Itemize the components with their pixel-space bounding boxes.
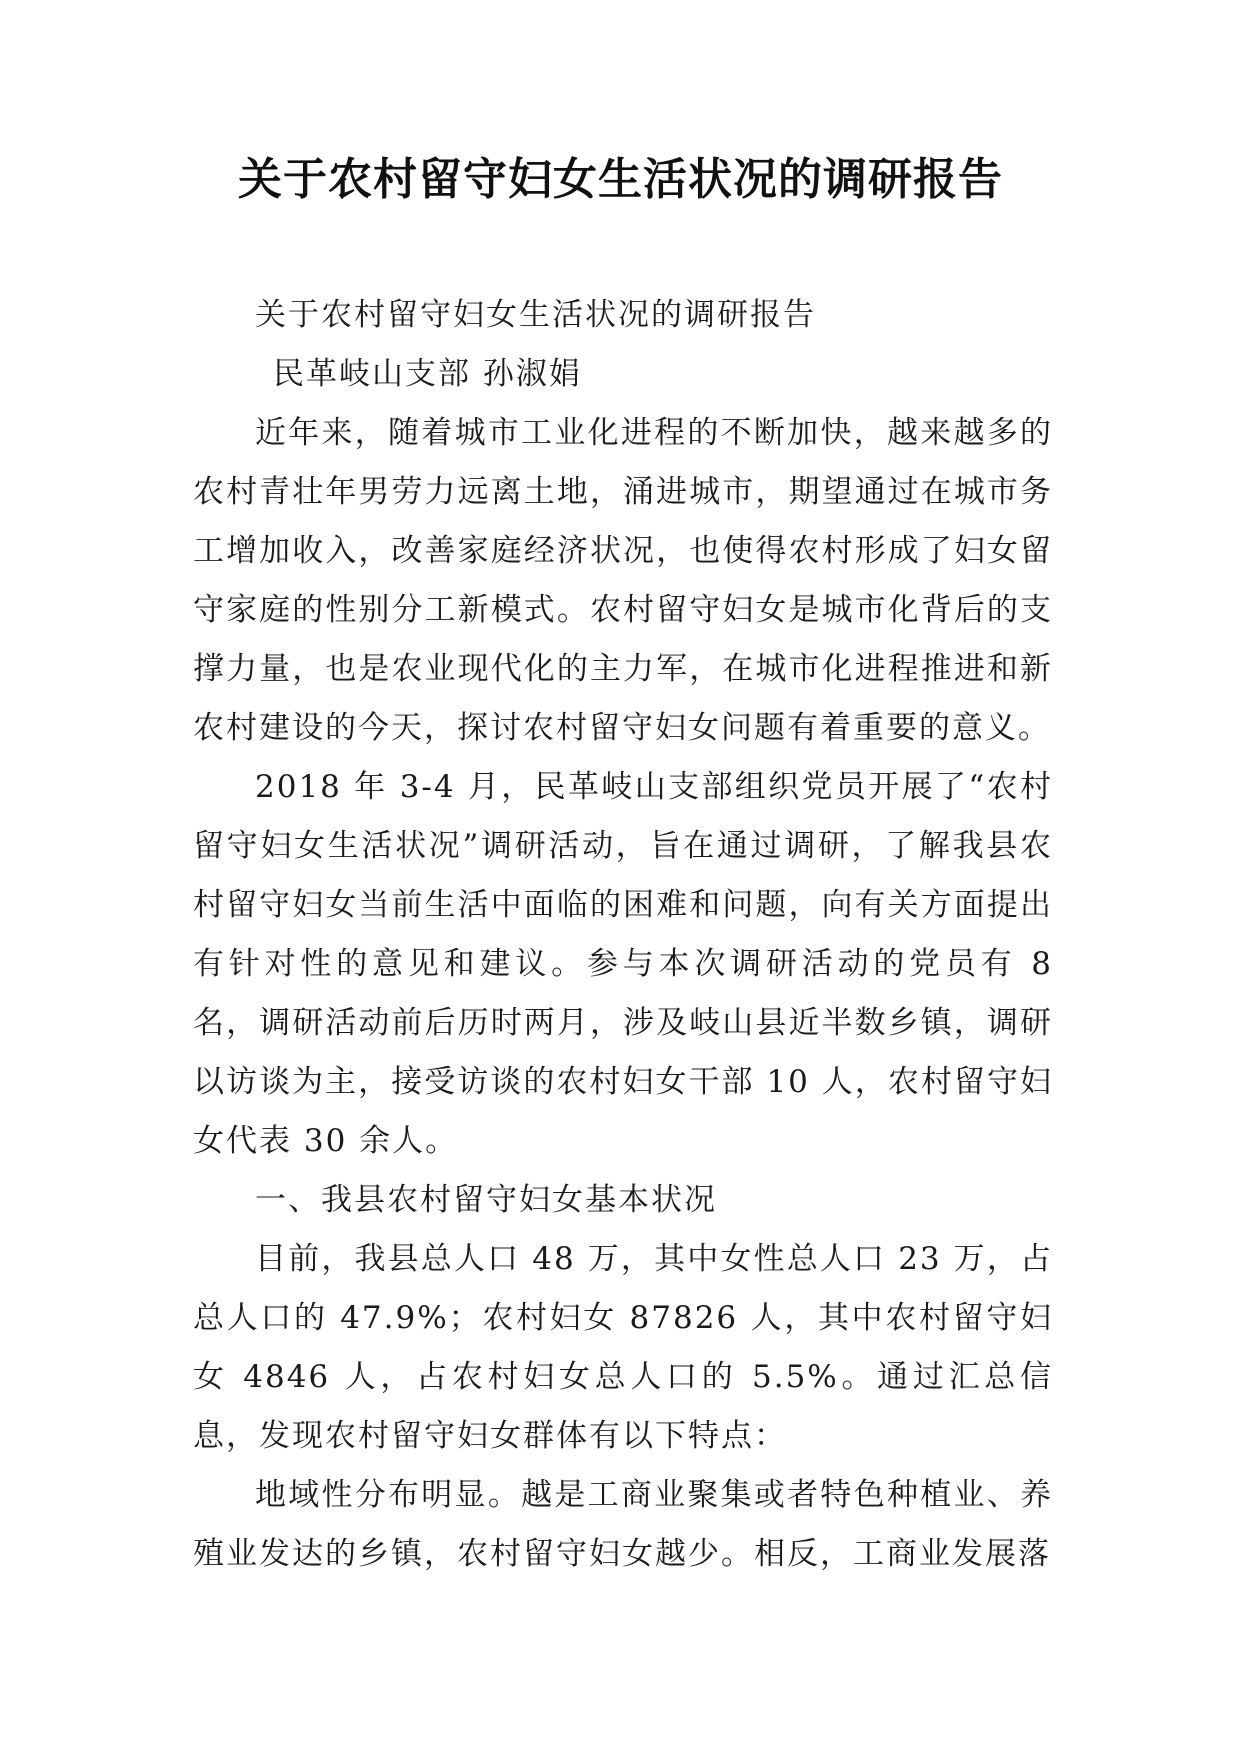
paragraph-survey: 2018 年 3-4 月，民革岐山支部组织党员开展了“农村留守妇女生活状况”调研活动，旨在通过调研，了解我县农村留守妇女当前生活中面临的困难和问题，向有关方面提出有针对性的意见和建议。参与本次调研活动的党员有 8 名，调研活动前后历时两月，涉及岐山县近半数乡镇，调研以访谈为主，接受访谈的农村妇女干部 10 人，农村留守妇女代表 30 余人。 <box>193 769 1053 1159</box>
document-title: 关于农村留守妇女生活状况的调研报告 <box>238 154 1003 205</box>
section-heading-1: 一、我县农村留守妇女基本状况 <box>255 1182 717 1218</box>
document-body <box>193 286 1053 1584</box>
paragraph-statistics: 目前，我县总人口 48 万，其中女性总人口 23 万，占总人口的 47.9%；农村妇女 87826 人，其中农村留守妇女 4846 人，占农村妇女总人口的 5.5%。通过汇总信息，发现农村留守妇女群体有以下特点： <box>193 1241 1053 1454</box>
paragraph-regional: 地域性分布明显。越是工商业聚集或者特色种植业、养殖业发达的乡镇，农村留守妇女越少。相反，工商业发展落 <box>193 1477 1053 1572</box>
paragraph-intro: 近年来，随着城市工业化进程的不断加快，越来越多的农村青壮年男劳力远离土地，涌进城市，期望通过在城市务工增加收入，改善家庭经济状况，也使得农村形成了妇女留守家庭的性别分工新模式。农村留守妇女是城市化背后的支撑力量，也是农业现代化的主力军，在城市化进程推进和新农村建设的今天，探讨农村留守妇女问题有着重要的意义。 <box>193 415 1053 746</box>
author-line: 民革岐山支部 孙淑娟 <box>273 356 582 392</box>
report-subtitle: 关于农村留守妇女生活状况的调研报告 <box>255 297 816 333</box>
